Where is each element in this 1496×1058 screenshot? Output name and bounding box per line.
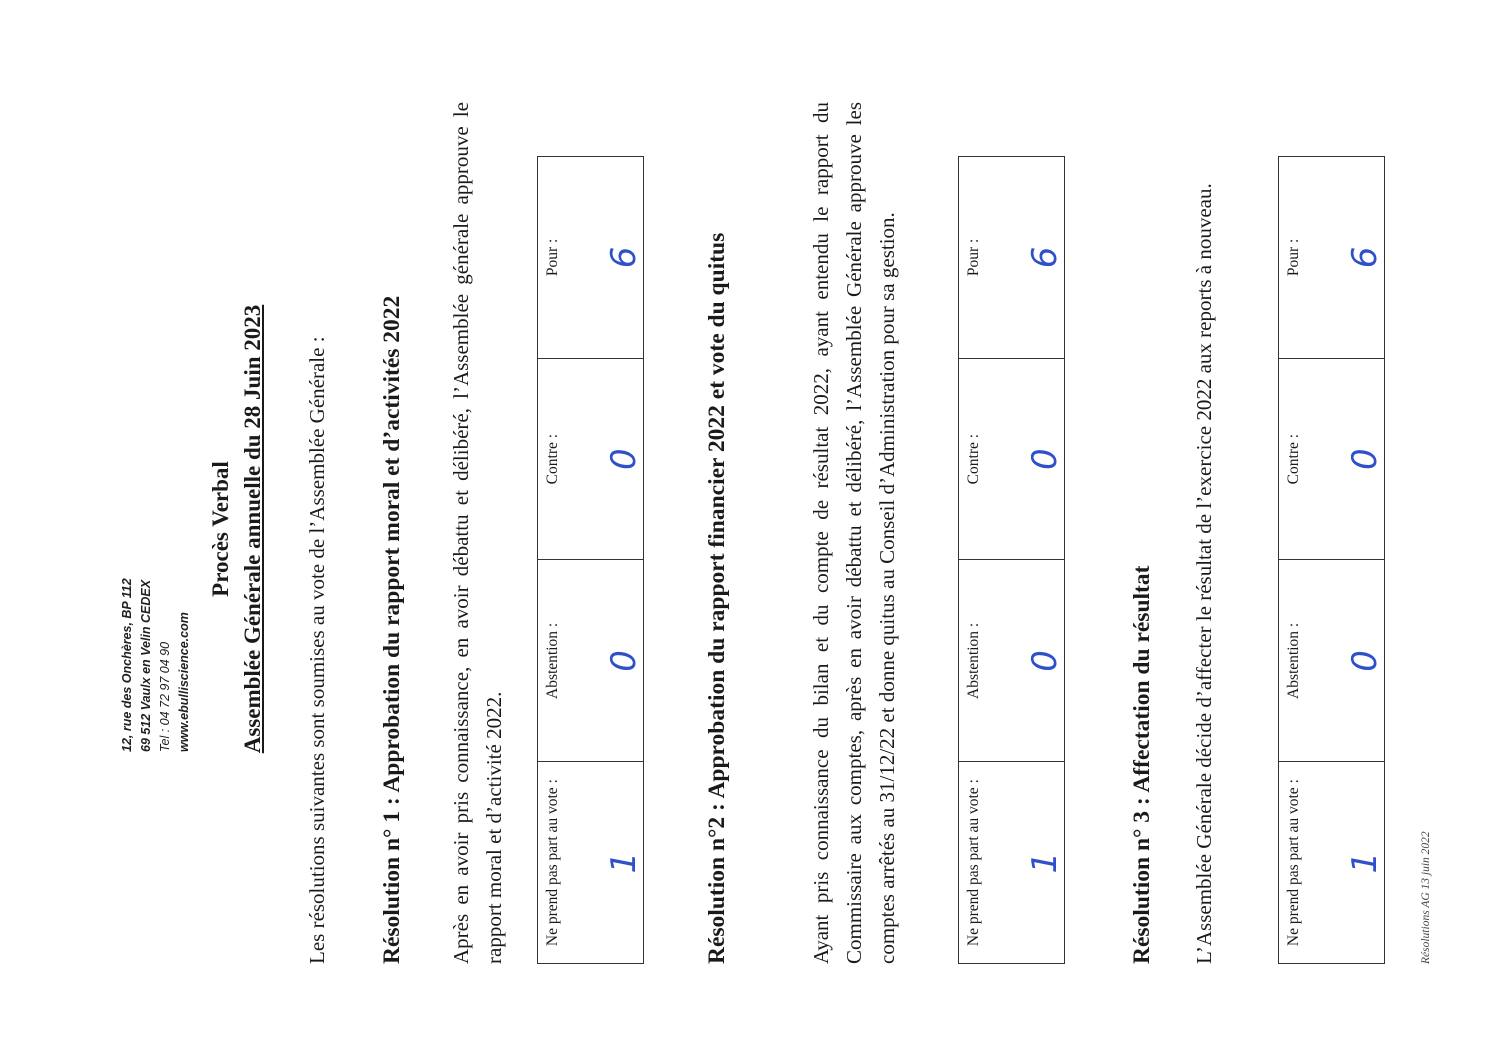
resolution-3-text: L’Assemblée Générale décide d’affecter le résultat de l’exercice 2022 aux reports à nouveau. <box>1192 183 1216 964</box>
address-line1: 12, rue des Onchères, BP 112 <box>120 578 134 752</box>
vote-cell-pour: Pour : 6 <box>1279 157 1385 359</box>
vote-cell-ne-prend-pas-part: Ne prend pas part au vote : 1 <box>1279 762 1385 964</box>
resolution-2-vote-table <box>958 156 1065 964</box>
page-subtitle: Assemblée Générale annuelle du 28 Juin 2023 <box>240 304 265 754</box>
vote-cell-abstention: Abstention : 0 <box>959 560 1065 762</box>
intro-text: Les résolutions suivantes sont soumises au vote de l’Assemblée Générale : <box>305 336 329 964</box>
vote-cell-pour: Pour : 6 <box>959 157 1065 359</box>
resolution-3-title: Résolution n° 3 : Affectation du résultat <box>1129 565 1155 964</box>
vote-cell-abstention: Abstention : 0 <box>1279 560 1385 762</box>
vote-cell-contre: Contre : 0 <box>959 358 1065 560</box>
vote-cell-ne-prend-pas-part: Ne prend pas part au vote : 1 <box>538 762 644 964</box>
address-line2: 69 512 Vaulx en Velin CEDEX <box>139 579 153 752</box>
vote-cell-contre: Contre : 0 <box>1279 358 1385 560</box>
handwritten-count: 1 <box>604 851 644 874</box>
page-title: Procès Verbal <box>208 461 233 597</box>
handwritten-count: 0 <box>604 448 644 470</box>
vote-cell-ne-prend-pas-part: Ne prend pas part au vote : 1 <box>959 762 1065 964</box>
vote-cell-pour: Pour : 6 <box>538 157 644 359</box>
resolution-3-vote-table <box>1278 156 1385 964</box>
handwritten-count: 6 <box>1345 246 1385 269</box>
address-phone: Tel : 04 72 97 04 90 <box>158 641 172 752</box>
vote-cell-abstention: Abstention : 0 <box>538 560 644 762</box>
resolution-2-text: Ayant pris connaissance du bilan et du compte de résultat 2022, ayant entendu le rapport du Commissaire aux comptes, après en avoir débattu et délibéré, l’Assemblée Générale approuve les comptes arrêtés au 31/12/22 et donne quitus au Conseil d’Administration pour sa gestion. <box>809 102 899 964</box>
handwritten-count: 0 <box>604 650 644 672</box>
resolution-1-text: Après en avoir pris connaissance, en avoir débattu et délibéré, l’Assemblée générale approuve le rapport moral et d’activité 2022. <box>449 102 506 964</box>
handwritten-count: 0 <box>1025 448 1065 470</box>
resolution-1-vote-table <box>537 156 644 964</box>
resolution-1-title: Résolution n° 1 : Approbation du rapport moral et d’activités 2022 <box>379 295 405 964</box>
address-block <box>118 578 194 752</box>
handwritten-count: 6 <box>604 246 644 269</box>
vote-cell-contre: Contre : 0 <box>538 358 644 560</box>
address-website: www.ebulliscience.com <box>177 612 191 752</box>
handwritten-count: 6 <box>1025 246 1065 269</box>
handwritten-count: 1 <box>1025 851 1065 874</box>
handwritten-count: 0 <box>1345 448 1385 470</box>
resolution-2-title: Résolution n°2 : Approbation du rapport financier 2022 et vote du quitus <box>704 232 730 964</box>
handwritten-count: 0 <box>1345 650 1385 672</box>
page-footer: Résolutions AG 13 juin 2022 <box>1420 831 1432 964</box>
handwritten-count: 0 <box>1025 650 1065 672</box>
handwritten-count: 1 <box>1345 851 1385 874</box>
